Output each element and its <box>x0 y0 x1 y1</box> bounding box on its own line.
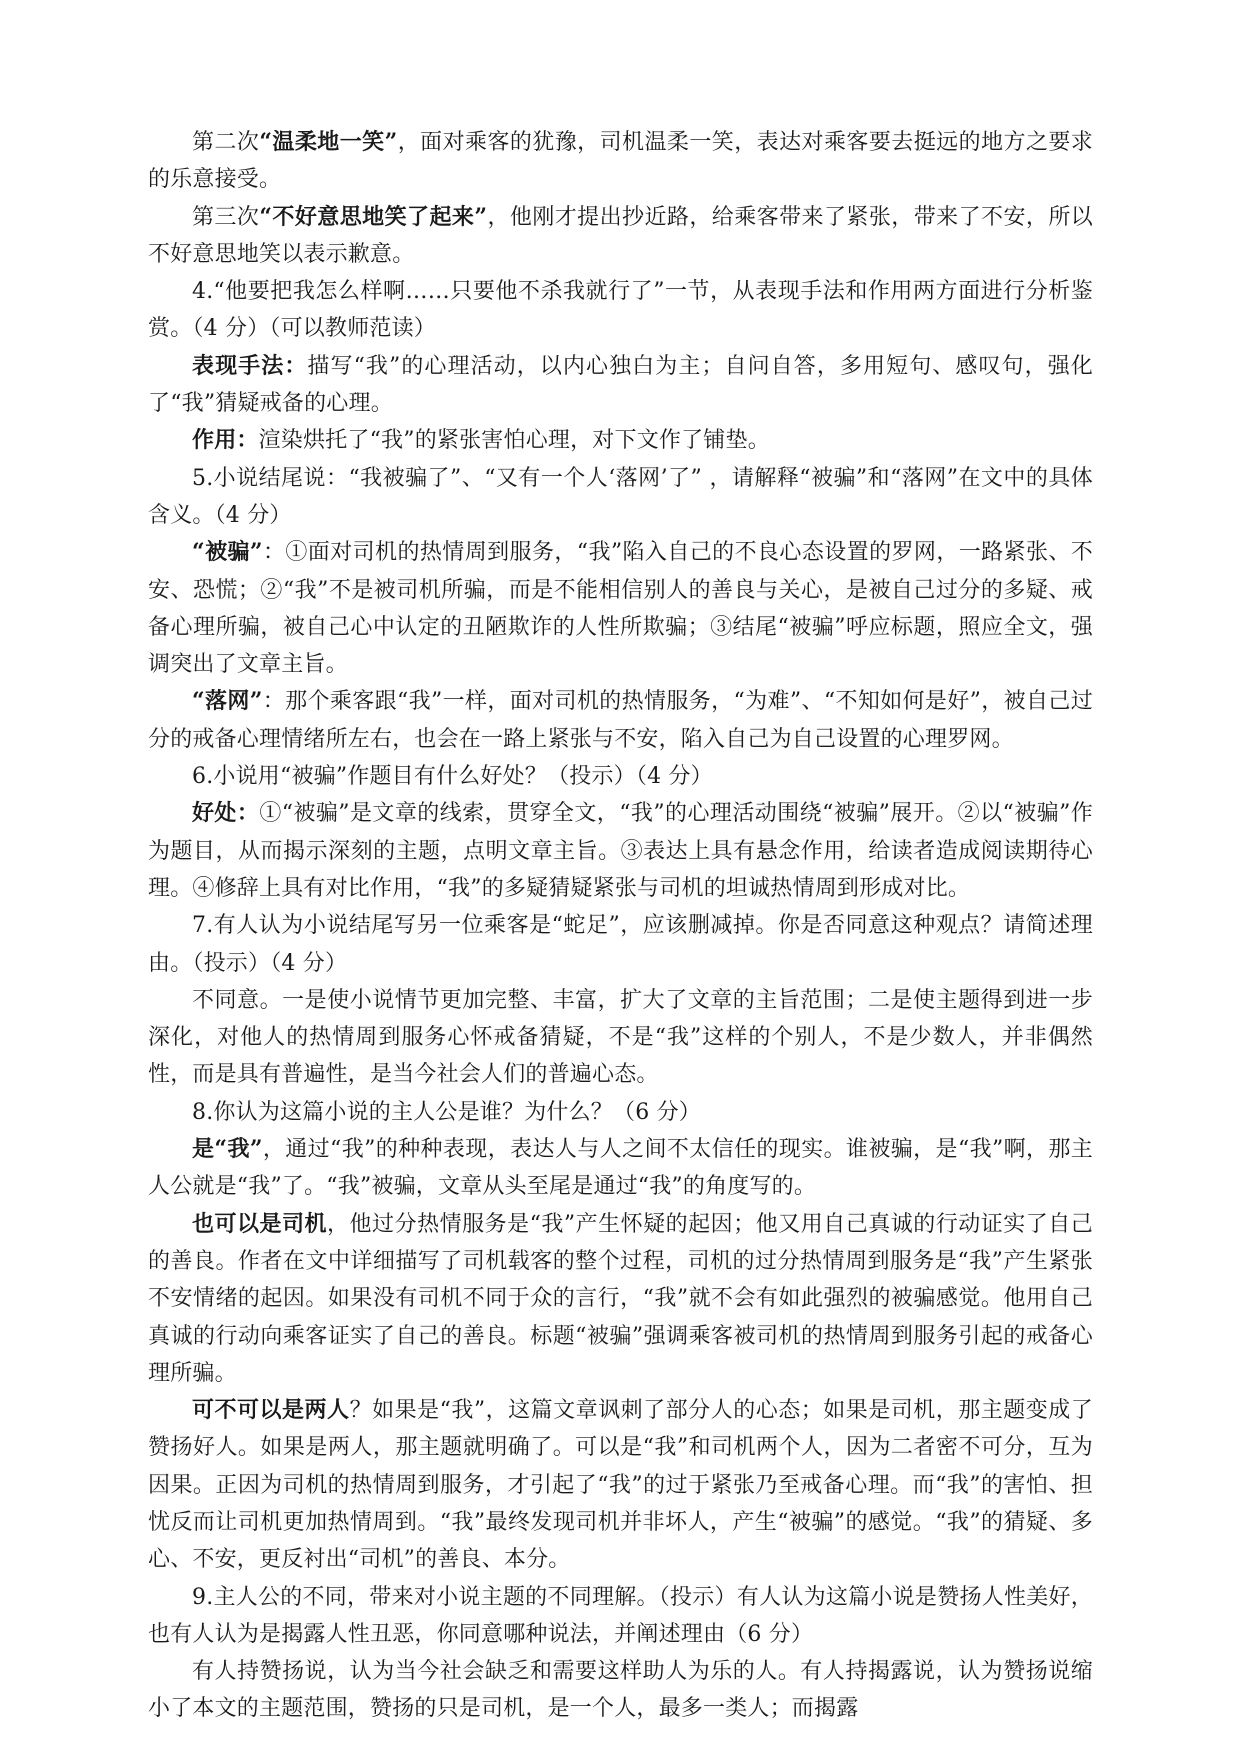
paragraph <box>148 534 1093 683</box>
paragraph <box>148 758 1093 795</box>
text-run: 不同意。一是使小说情节更加完整、丰富，扩大了文章的主旨范围；二是使主题得到进一步深化，对他人的热情周到服务心怀戒备猜疑，不是“我”这样的个别人，不是少数人，并非偶然性，而是具有普遍性，是当今社会人们的普遍心态。 <box>148 987 1093 1088</box>
text-run: ，面对乘客的犹豫，司机温柔一笑，表达对乘客要去挺远的地方之要求的乐意接受。 <box>148 130 1093 193</box>
paragraph <box>148 907 1093 982</box>
document-page <box>148 124 1093 1728</box>
bold-text: 作用： <box>192 427 259 454</box>
text-run: ，他过分热情服务是“我”产生怀疑的起因；他又用自己真诚的行动证实了自己的善良。作者在文中详细描写了司机载客的整个过程，司机的过分热情周到服务是“我”产生紧张不安情绪的起因。如果没有司机不同于众的言行，“我”就不会有如此强烈的被骗感觉。他用自己真诚的行动向乘客证实了自己的善良。标题“被骗”强调乘客被司机的热情周到服务引起的戒备心理所骗。 <box>148 1211 1093 1386</box>
paragraph <box>148 348 1093 423</box>
paragraph <box>148 422 1093 459</box>
paragraph <box>148 683 1093 758</box>
paragraph <box>148 1131 1093 1206</box>
paragraph <box>148 199 1093 274</box>
paragraph <box>148 1653 1093 1728</box>
text-run: 有人持赞扬说，认为当今社会缺乏和需要这样助人为乐的人。有人持揭露说，认为赞扬说缩小了本文的主题范围，赞扬的只是司机，是一个人，最多一类人；而揭露 <box>148 1659 1093 1722</box>
paragraph <box>148 273 1093 348</box>
text-run: 5.小说结尾说：“我被骗了”、“又有一个人‘落网’了” ，请解释“被骗”和“落网”在文中的具体含义。（4 分） <box>148 465 1093 528</box>
bold-text: “不好意思地笑了起来” <box>259 203 488 230</box>
bold-text: 好处： <box>192 800 260 827</box>
text-run: 4.“他要把我怎么样啊……只要他不杀我就行了”一节，从表现手法和作用两方面进行分析鉴赏。（4 分）（可以教师范读） <box>148 279 1093 342</box>
bold-text: “被骗” <box>192 539 263 566</box>
text-run: 第三次 <box>192 204 260 230</box>
text-run: 7.有人认为小说结尾写另一位乘客是“蛇足”，应该删减掉。你是否同意这种观点？请简述理由。（投示）（4 分） <box>148 913 1093 976</box>
paragraph <box>148 1206 1093 1392</box>
text-run: ，通过“我”的种种表现，表达人与人之间不太信任的现实。谁被骗，是“我”啊，那主人公就是“我”了。“我”被骗，文章从头至尾是通过“我”的角度写的。 <box>148 1137 1093 1200</box>
paragraph <box>148 460 1093 535</box>
paragraph <box>148 795 1093 907</box>
text-run: 6.小说用“被骗”作题目有什么好处？（投示）（4 分） <box>192 764 713 790</box>
paragraph <box>148 1094 1093 1131</box>
text-run: ，他刚才提出抄近路，给乘客带来了紧张，带来了不安，所以不好意思地笑以表示歉意。 <box>148 204 1093 267</box>
text-run: 第二次 <box>192 130 260 155</box>
bold-text: “落网” <box>192 688 263 715</box>
bold-text: 表现手法： <box>192 352 308 379</box>
bold-text: 可不可以是两人 <box>192 1397 350 1424</box>
bold-text: “温柔地一笑” <box>259 129 398 155</box>
bold-text: 也可以是司机 <box>192 1210 328 1237</box>
paragraph <box>148 1579 1093 1654</box>
text-run: ：①面对司机的热情周到服务，“我”陷入自己的不良心态设置的罗网，一路紧张、不安、恐慌；②“我”不是被司机所骗，而是不能相信别人的善良与关心，是被自己过分的多疑、戒备心理所骗，被自己心中认定的丑陋欺诈的人性所欺骗；③结尾“被骗”呼应标题，照应全文，强调突出了文章主旨。 <box>148 540 1094 678</box>
paragraph <box>148 1392 1093 1578</box>
text-run: ：那个乘客跟“我”一样，面对司机的热情服务，“为难”、“不知如何是好”，被自己过分的戒备心理情绪所左右，也会在一路上紧张与不安，陷入自己为自己设置的心理罗网。 <box>148 689 1093 752</box>
bold-text: 是“我” <box>192 1136 263 1163</box>
text-run: ？如果是“我”，这篇文章讽刺了部分人的心态；如果是司机，那主题变成了赞扬好人。如果是两人，那主题就明确了。可以是“我”和司机两个人，因为二者密不可分，互为因果。正因为司机的热情周到服务，才引起了“我”的过于紧张乃至戒备心理。而“我”的害怕、担忧反而让司机更加热情周到。“我”最终发现司机并非坏人，产生“被骗”的感觉。“我”的猜疑、多心、不安，更反衬出“司机”的善良、本分。 <box>148 1398 1094 1573</box>
paragraph <box>148 982 1093 1094</box>
text-run: 9.主人公的不同，带来对小说主题的不同理解。（投示）有人认为这篇小说是赞扬人性美好，也有人认为是揭露人性丑恶，你同意哪种说法，并阐述理由（6 分） <box>148 1584 1093 1647</box>
text-run: 8.你认为这篇小说的主人公是谁？为什么？（6 分） <box>192 1099 701 1125</box>
text-run: 渲染烘托了“我”的紧张害怕心理，对下文作了铺垫。 <box>258 428 770 454</box>
text-run: 描写“我”的心理活动，以内心独白为主；自问自答，多用短句、感叹句，强化了“我”猜疑戒备的心理。 <box>148 353 1093 417</box>
paragraph <box>148 124 1093 199</box>
text-run: ①“被骗”是文章的线索，贯穿全文，“我”的心理活动围绕“被骗”展开。②以“被骗”作为题目，从而揭示深刻的主题，点明文章主旨。③表达上具有悬念作用，给读者造成阅读期待心理。④修辞上具有对比作用，“我”的多疑猜疑紧张与司机的坦诚热情周到形成对比。 <box>148 801 1093 901</box>
